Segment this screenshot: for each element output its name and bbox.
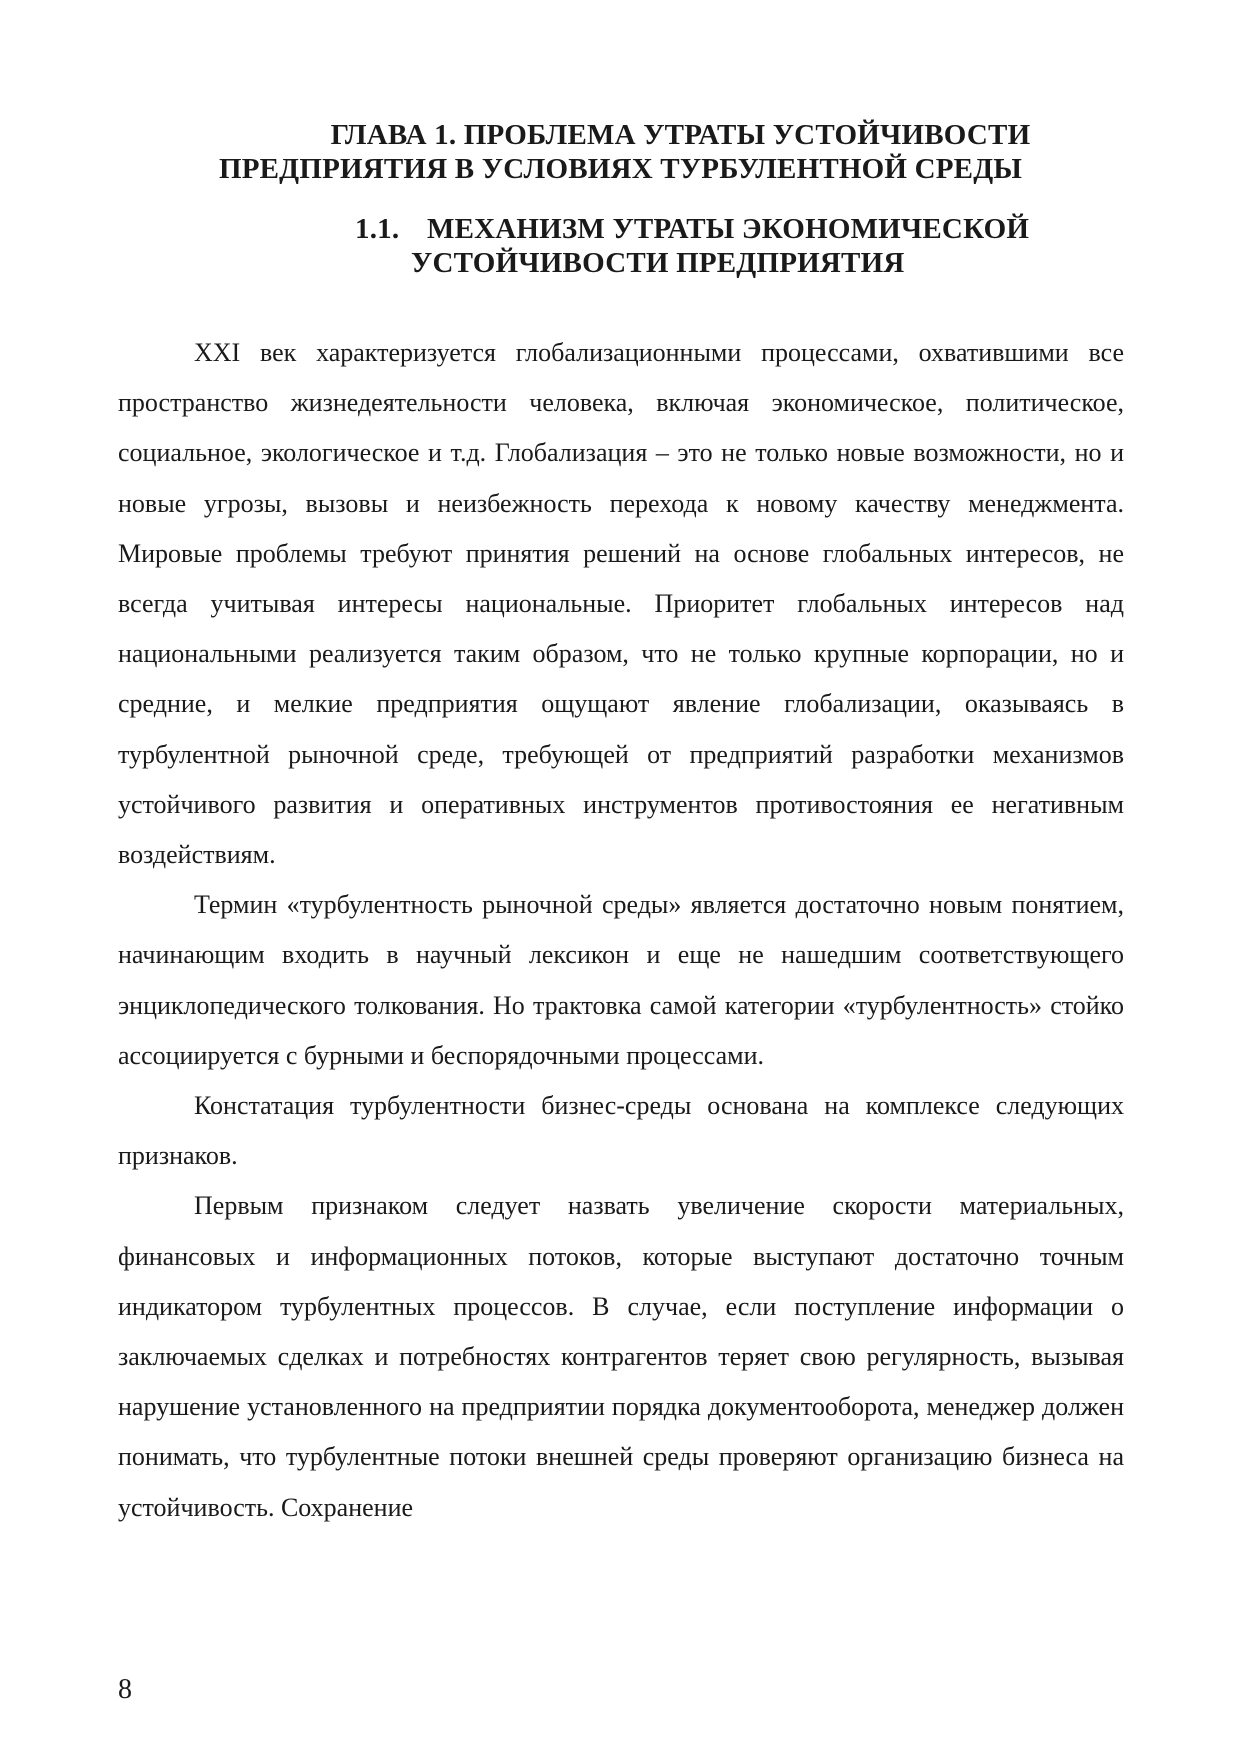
page-number: 8 xyxy=(118,1674,132,1705)
chapter-title-line-2: ПРЕДПРИЯТИЯ В УСЛОВИЯХ ТУРБУЛЕНТНОЙ СРЕДЫ xyxy=(218,153,1023,185)
paragraph: Первым признаком следует назвать увеличение скорости материальных, финансовых и информационных потоков, которые выступают достаточно точным индикатором турбулентных процессов. В случае, если поступление информации о заключаемых сделках и потребностях контрагентов теряет свою регулярность, вызывая нарушение установленного на предприятии порядка документооборота, менеджер должен понимать, что турбулентные потоки внешней среды проверяют организацию бизнеса на устойчивость. Сохранение xyxy=(118,1191,1124,1522)
chapter-title xyxy=(120,118,1121,186)
section-title xyxy=(355,212,1029,280)
paragraph: Термин «турбулентность рыночной среды» является достаточно новым понятием, начинающим входить в научный лексикон и еще не нашедшим соответствующего энциклопедического толкования. Но трактовка самой категории «турбулентность» стойко ассоциируется с бурными и беспорядочными процессами. xyxy=(118,890,1124,1070)
section-number: 1.1. xyxy=(355,213,400,245)
section-title-line-2: УСТОЙЧИВОСТИ ПРЕДПРИЯТИЯ xyxy=(411,247,905,279)
section-title-line-1: МЕХАНИЗМ УТРАТЫ ЭКОНОМИЧЕСКОЙ xyxy=(427,213,1030,245)
paragraph: Констатация турбулентности бизнес-среды основана на комплексе следующих признаков. xyxy=(118,1091,1124,1171)
body-text xyxy=(118,328,1124,1533)
section-title-row-1 xyxy=(355,212,1029,246)
chapter-title-line-1: ГЛАВА 1. ПРОБЛЕМА УТРАТЫ УСТОЙЧИВОСТИ xyxy=(330,119,1031,151)
paragraph: XXI век характеризуется глобализационными процессами, охватившими все пространство жизнедеятельности человека, включая экономическое, политическое, социальное, экологическое и т.д. Глобализация – это не только новые возможности, но и новые угрозы, вызовы и неизбежность перехода к новому качеству менеджмента. Мировые проблемы требуют принятия решений на основе глобальных интересов, не всегда учитывая интересы национальные. Приоритет глобальных интересов над национальными реализуется таким образом, что не только крупные корпорации, но и средние, и мелкие предприятия ощущают явление глобализации, оказываясь в турбулентной рыночной среде, требующей от предприятий разработки механизмов устойчивого развития и оперативных инструментов противостояния ее негативным воздействиям. xyxy=(118,338,1124,870)
